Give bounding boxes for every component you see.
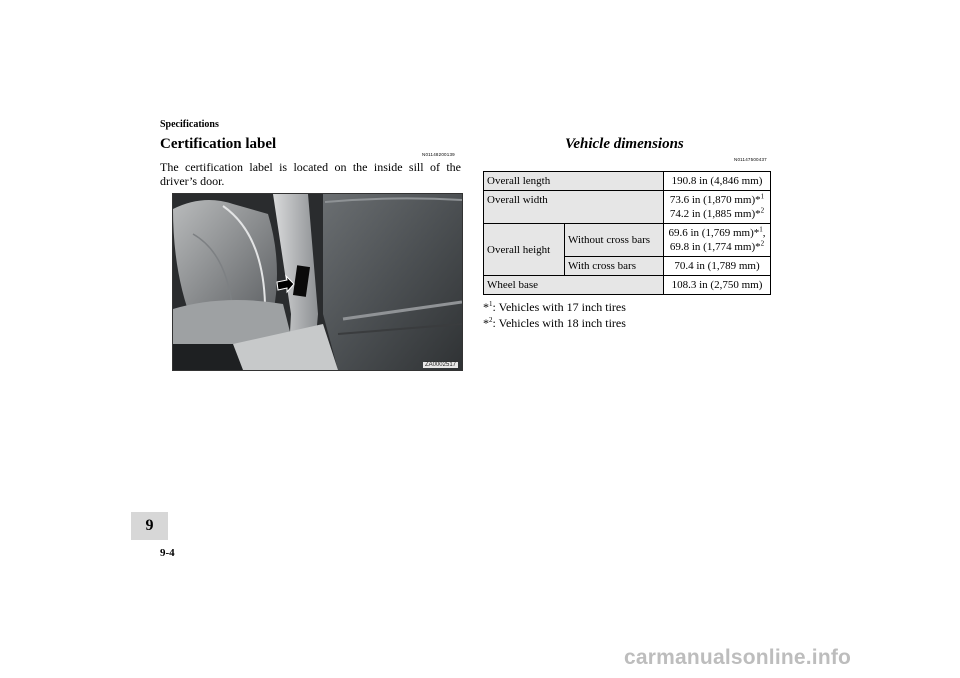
footnote-text: : Vehicles with 17 inch tires xyxy=(492,300,626,314)
footnote-mark: 2 xyxy=(760,206,765,215)
without-cross-bars-value-1: 69.6 in (1,769 mm)* xyxy=(668,227,760,239)
footnote-star: * xyxy=(483,316,489,330)
overall-width-value-1: 73.6 in (1,870 mm)* xyxy=(669,194,761,206)
footnote-2 xyxy=(483,316,626,331)
certification-code: N01148200139 xyxy=(422,152,455,157)
without-cross-bars-value xyxy=(664,224,771,257)
certification-title: Certification label xyxy=(160,136,277,152)
value-separator: , xyxy=(762,227,766,239)
door-sill-photo xyxy=(172,193,463,371)
chapter-tab: 9 xyxy=(131,512,168,540)
footnote-star: * xyxy=(483,300,489,314)
overall-length-label: Overall length xyxy=(484,172,664,191)
table-row xyxy=(484,172,771,191)
page-number: 9-4 xyxy=(160,547,175,559)
footnote-mark: 1 xyxy=(760,192,765,201)
overall-width-value xyxy=(664,191,771,224)
footnote-mark: 2 xyxy=(489,316,493,324)
footnote-mark: 1 xyxy=(759,225,763,234)
overall-width-label: Overall width xyxy=(484,191,664,224)
watermark: carmanualsonline.info xyxy=(624,646,852,669)
without-cross-bars-label: Without cross bars xyxy=(565,224,664,257)
footnote-mark: 2 xyxy=(760,239,765,248)
image-code: ZA0002517 xyxy=(424,362,456,368)
wheel-base-label: Wheel base xyxy=(484,276,664,295)
wheel-base-value: 108.3 in (2,750 mm) xyxy=(664,276,771,295)
with-cross-bars-label: With cross bars xyxy=(565,257,664,276)
footnote-mark: 1 xyxy=(489,300,493,308)
table-row xyxy=(484,191,771,224)
footnote-1 xyxy=(483,300,626,315)
overall-width-value-2: 74.2 in (1,885 mm)* xyxy=(669,208,761,220)
dimensions-code: N01147500437 xyxy=(734,157,767,162)
footnote-text: : Vehicles with 18 inch tires xyxy=(492,316,626,330)
with-cross-bars-value: 70.4 in (1,789 mm) xyxy=(664,257,771,276)
dimensions-title: Vehicle dimensions xyxy=(565,136,684,152)
dimensions-table xyxy=(483,171,771,295)
table-row xyxy=(484,224,771,257)
overall-length-value: 190.8 in (4,846 mm) xyxy=(664,172,771,191)
overall-height-label: Overall height xyxy=(484,224,565,276)
door-sill-illustration xyxy=(173,194,462,370)
without-cross-bars-value-2: 69.8 in (1,774 mm)* xyxy=(669,241,761,253)
table-row xyxy=(484,276,771,295)
section-header: Specifications xyxy=(160,119,219,130)
certification-text: The certification label is located on the inside sill of the driver’s door. xyxy=(160,160,461,188)
